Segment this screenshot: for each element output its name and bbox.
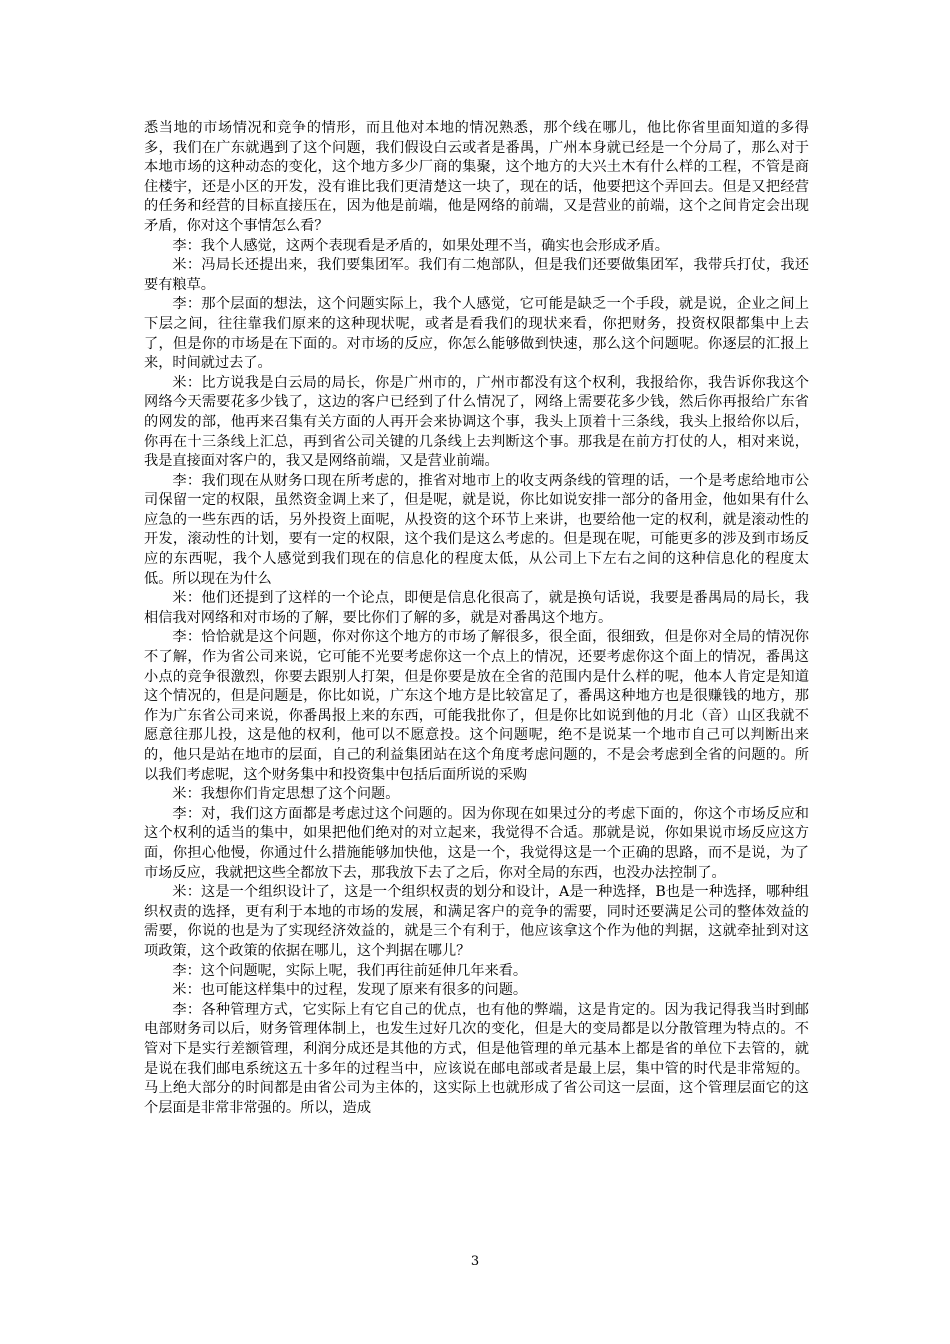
document-body: [144, 119, 809, 1118]
paragraph: 米：冯局长还提出来，我们要集团军。我们有二炮部队，但是我们还要做集团军，我带兵打仗，我还要有粮草。: [144, 257, 809, 293]
paragraph: 米：他们还提到了这样的一个论点，即便是信息化很高了，就是换句话说，我要是番禺局的局长，我相信我对网络和对市场的了解，要比你们了解的多，就是对番禺这个地方。: [144, 590, 809, 626]
paragraph: 李：恰恰就是这个问题，你对你这个地方的市场了解很多，很全面，很细致，但是你对全局的情况你不了解，作为省公司来说，它可能不光要考虑你这一个点上的情况，还要考虑你这个面上的情况，番禺这小点的竞争很激烈，你要去跟别人打架，但是你要是放在全省的范围内是什么样的呢，他本人肯定是知道这个情况的，但是问题是，你比如说，广东这个地方是比较富足了，番禺这种地方也是很赚钱的地方，那作为广东省公司来说，你番禺报上来的东西，可能我批你了，但是你比如说到他的月北（音）山区我就不愿意往那儿投，这是他的权利，他可以不愿意投。这个问题呢，绝不是说某一个地市自己可以判断出来的，他只是站在地市的层面，自己的利益集团站在这个角度考虑问题的，不是会考虑到全省的问题的。所以我们考虑呢，这个财务集中和投资集中包括后面所说的采购: [144, 629, 809, 783]
paragraph: 米：也可能这样集中的过程，发现了原来有很多的问题。: [172, 982, 528, 999]
paragraph: 米：这是一个组织设计了，这是一个组织权责的划分和设计，A是一种选择，B也是一种选择，哪种组织权责的选择，更有利于本地的市场的发展，和满足客户的竞争的需要，同时还要满足公司的整体效益的需要，你说的也是为了实现经济效益的，就是三个有利于，他应该拿这个作为他的判据，这就牵扯到对这项政策，这个政策的依据在哪儿，这个判据在哪儿？: [144, 884, 809, 959]
paragraph-continued: 悉当地的市场情况和竞争的情形，而且他对本地的情况熟悉，那个线在哪儿，他比你省里面知道的多得多，我们在广东就遇到了这个问题，我们假设白云或者是番禺，广州本身就已经是一个分局了，那么对于本地市场的这种动态的变化，这个地方多少厂商的集聚，这个地方的大兴土木有什么样的工程，不管是商住楼宇，还是小区的开发，没有谁比我们更清楚这一块了，现在的话，他要把这个弄回去。但是又把经营的任务和经营的目标直接压在，因为他是前端，他是网络的前端，又是营业的前端，这个之间肯定会出现矛盾，你对这个事情怎么看？: [144, 120, 809, 234]
paragraph: 李：那个层面的想法，这个问题实际上，我个人感觉，它可能是缺乏一个手段，就是说，企业之间上下层之间，往往靠我们原来的这种现状呢，或者是看我们的现状来看，你把财务，投资权限都集中上去了，但是你的市场是在下面的。对市场的反应，你怎么能够做到快速，那么这个问题呢。你逐层的汇报上来，时间就过去了。: [144, 296, 809, 372]
paragraph: 李：我个人感觉，这两个表现看是矛盾的，如果处理不当，确实也会形成矛盾。: [172, 237, 669, 254]
paragraph: 李：各种管理方式，它实际上有它自己的优点，也有他的弊端，这是肯定的。因为我记得我当时到邮电部财务司以后，财务管理体制上，也发生过好几次的变化，但是大的变局都是以分散管理为特点的。不管对下是实行差额管理，利润分成还是其他的方式，但是他管理的单元基本上都是省的单位下去管的，就是说在我们邮电系统这五十多年的过程当中，应该说在邮电部或者是最上层，集中管的时代是非常短的。马上绝大部分的时间都是由省公司为主体的，这实际上也就形成了省公司这一层面，这个管理层面它的这个层面是非常非常强的。所以，造成: [144, 1001, 809, 1116]
page-number: 3: [470, 1254, 480, 1269]
paragraph: 米：我想你们肯定思想了这个问题。: [172, 786, 400, 803]
paragraph: 李：对，我们这方面都是考虑过这个问题的。因为你现在如果过分的考虑下面的，你这个市场反应和这个权利的适当的集中，如果把他们绝对的对立起来，我觉得不合适。那就是说，你如果说市场反应这方面，你担心他慢，你通过什么措施能够加快他，这是一个，我觉得这是一个正确的思路，而不是说，为了市场反应，我就把这些全都放下去，那我放下去了之后，你对全局的东西，也没办法控制了。: [144, 805, 809, 881]
paragraph: 李：这个问题呢，实际上呢，我们再往前延伸几年来看。: [172, 962, 528, 979]
paragraph: 李：我们现在从财务口现在所考虑的，推省对地市上的收支两条线的管理的话，一个是考虑给地市公司保留一定的权限，虽然资金调上来了，但是呢，就是说，你比如说安排一部分的备用金，他如果有什么应急的一些东西的话，另外投资上面呢，从投资的这个环节上来讲，也要给他一定的权利，就是滚动性的开发，滚动性的计划，要有一定的权限，这个我们是这么考虑的。但是现在呢，可能更多的涉及到市场反应的东西呢，我个人感觉到我们现在的信息化的程度太低，从公司上下左右之间的这种信息化的程度太低。所以现在为什么: [144, 472, 809, 587]
paragraph: 米：比方说我是白云局的局长，你是广州市的，广州市都没有这个权利，我报给你，我告诉你我这个网络今天需要花多少钱了，这边的客户已经到了什么情况了，网络上需要花多少钱，然后你再报给广东省的网发的部，他再来召集有关方面的人再开会来协调这个事，我头上顶着十三条线，我头上报给你以后，你再在十三条线上汇总，再到省公司关键的几条线上去判断这个事。那我是在前方打仗的人，相对来说，我是直接面对客户的，我又是网络前端，又是营业前端。: [144, 374, 809, 470]
